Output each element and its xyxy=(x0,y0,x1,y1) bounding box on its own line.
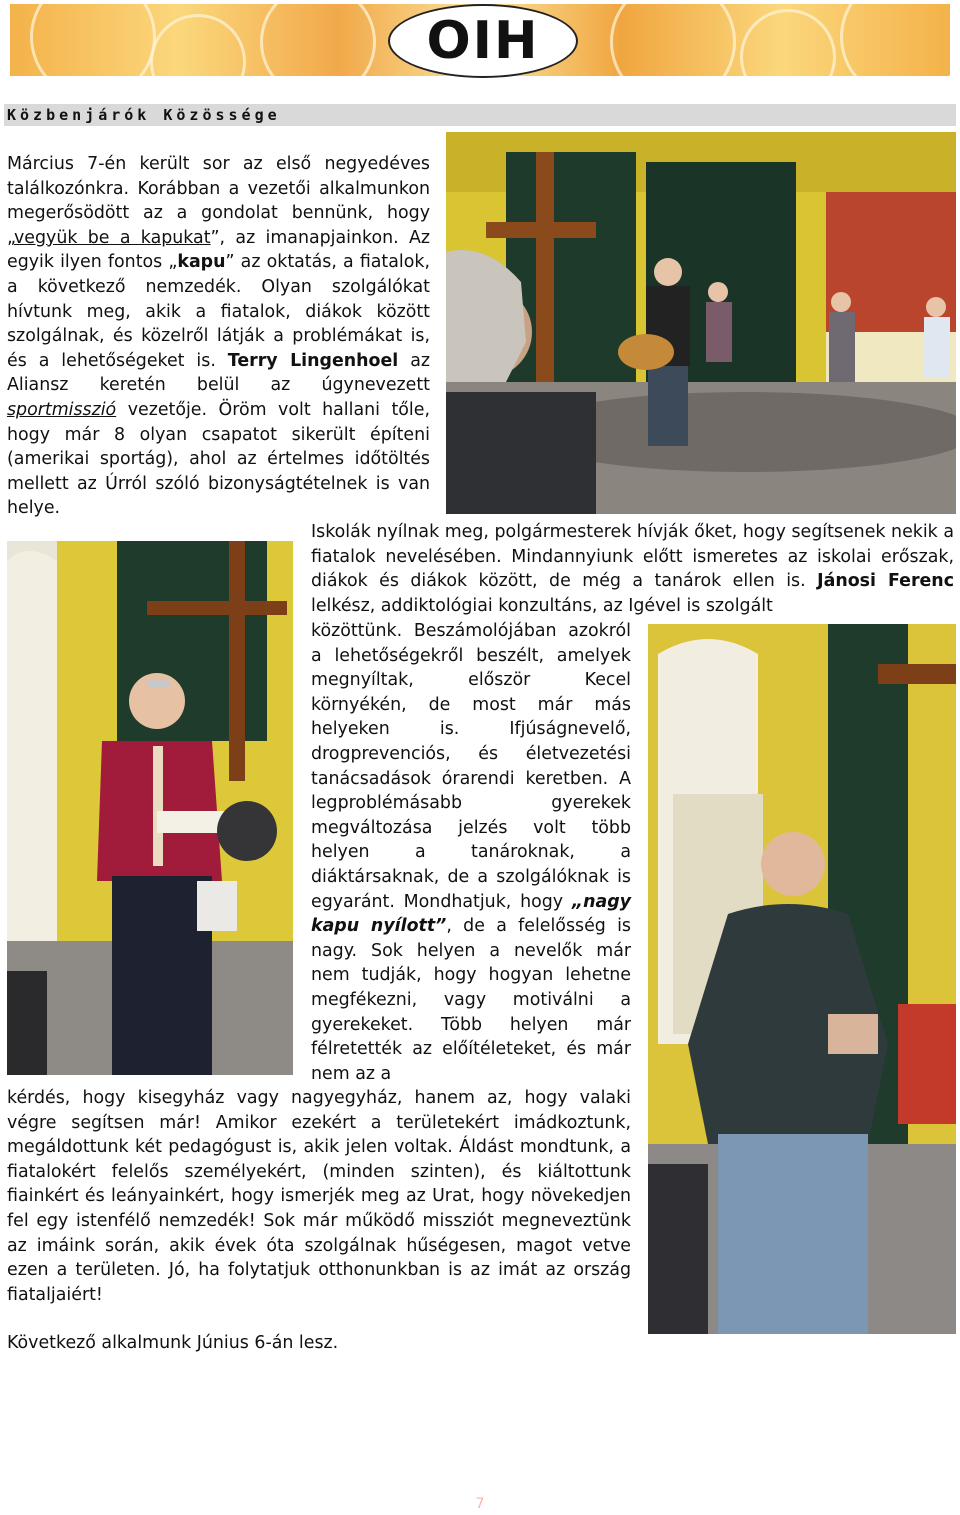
page-number: 7 xyxy=(475,1496,485,1512)
p1-text-d: az Aliansz keretén belül az úgynevezett xyxy=(7,350,430,396)
p1-kapu: kapu xyxy=(177,252,226,273)
photo-speaker-bible xyxy=(7,541,293,1075)
p3-text-b: , de a felelősség is nagy. Sok helyen a nevelők már nem tudják, hogy hogyan lehetne megfékezni, vagy motiválni a gyerekeket. Több helyen már félretették az előítéleteket, és már nem az a xyxy=(311,916,631,1084)
photo-worship-band-image xyxy=(446,132,956,514)
p1-underlined-phrase: vegyük be a kapukat xyxy=(14,227,211,248)
logo-text: OIH xyxy=(426,11,540,71)
oih-logo xyxy=(388,4,578,78)
photo-worship-band xyxy=(446,132,956,514)
closing-line: Következő alkalmunk Június 6-án lesz. xyxy=(7,1333,339,1353)
p1-sportmisszio: sportmisszió xyxy=(7,399,117,420)
p2-text-b: lelkész, addiktológiai konzultáns, az Igével is szolgált xyxy=(311,595,773,616)
section-title: Közbenjárók Közössége xyxy=(4,104,956,126)
photo-speaker-bible-image xyxy=(7,541,293,1075)
p1-text-b: ”, az imanapjainkon. Az egyik ilyen fontos „ xyxy=(7,227,431,273)
p2-text-a: Iskolák nyílnak meg, polgármesterek hívják őket, hogy segítsenek nekik a fiatalok nevelésében. Mindannyiunk előtt ismeretes az iskolai erőszak, diákok és diákok között, de még a tanárok ellen is. xyxy=(311,522,954,592)
p1-text-c: ” az oktatás, a fiatalok, a következő nemzedék. Olyan szolgálókat hívtunk meg, akik a fiatalok, diákok között szolgálnak, és közelről látják a problémákat is, és a lehetőségeket is. xyxy=(7,252,430,371)
paragraph-prayer xyxy=(7,1086,631,1307)
p3-text-a: közöttünk. Beszámolójában azokról a lehetőségekről beszélt, amelyek megnyíltak, először Kecel környékén, de most már más helyeken is. Ifjúságnevelő, drogprevenciós, és életvezetési tanácsadások órarendi keretben. A legproblémásabb gyerekek megváltozása jelzés volt több helyen a tanároknak, a diáktársaknak, de a szolgálóknak is egyaránt. Mondhatjuk, hogy xyxy=(311,621,631,912)
p3-quote: „nagy kapu nyílott” xyxy=(311,891,631,937)
paragraph-schools xyxy=(311,520,954,618)
p2-janosi-name: Jánosi Ferenc xyxy=(817,571,955,592)
p4-text: kérdés, hogy kisegyház vagy nagyegyház, hanem az, hogy valaki végre segítsen már! Amikor ezekért a területekért imádkoztunk, megáldottunk két pedagógust is, akik jelen voltak. Áldást mondtunk, a fiatalokért felelős személyekért, (minden szinten), és kiáltottunk fiainkért és leányainkért, hogy ismerjék meg az Urat, hogy növekedjen fel egy istenfélő nemzedék! Sok már működő missziót megneveztünk az imáink során, akik évek óta szolgálnak hűségesen, magot vetve ezen a területen. Jó, ha folytatjuk otthonunkban is az imát az ország fiataljaiért! xyxy=(7,1088,631,1305)
p1-text-e: vezetője. Öröm volt hallani tőle, hogy már 8 olyan csapatot sikerült építeni (amerikai sportág), ahol az értelmes időtöltés mellett az Úrról szóló bizonyságtételnek is van helye. xyxy=(7,399,430,519)
p1-terry-name: Terry Lingenhoel xyxy=(227,350,399,371)
p1-text-a: Március 7-én került sor az első negyedéves találkozónkra. Korábban a vezetői alkalmunkon megerősödött az a gondolat bennünk, hogy „ xyxy=(7,154,430,248)
paragraph-report xyxy=(311,619,631,1086)
photo-speaker-sweater xyxy=(648,624,956,1334)
paragraph-intro xyxy=(7,152,430,521)
photo-speaker-sweater-image xyxy=(648,624,956,1334)
